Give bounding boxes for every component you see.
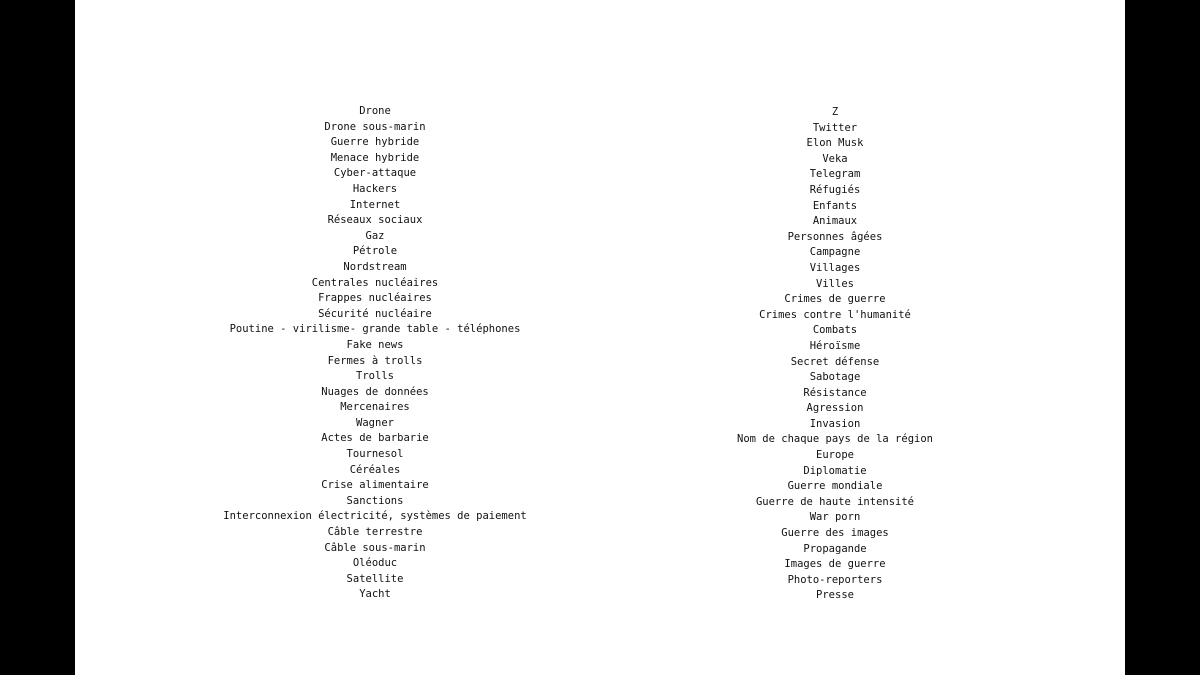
list-item: Câble terrestre — [327, 526, 423, 539]
list-item: Guerre hybride — [330, 136, 420, 149]
list-item: Réfugiés — [809, 183, 861, 196]
list-item: Hackers — [352, 182, 398, 195]
page — [75, 0, 1125, 675]
list-item: Guerre mondiale — [787, 480, 883, 493]
list-item: Nuages de données — [321, 385, 429, 398]
list-item: War porn — [809, 511, 861, 524]
list-item: Nordstream — [343, 260, 407, 273]
list-item: Wagner — [356, 416, 394, 429]
list-item: Europe — [816, 449, 854, 462]
list-item: Réseaux sociaux — [327, 214, 423, 227]
list-item: Veka — [822, 152, 848, 165]
list-item: Propagande — [803, 542, 867, 555]
list-item: Fake news — [346, 338, 404, 351]
list-item: Menace hybride — [330, 151, 420, 164]
list-item: Gaz — [365, 229, 385, 242]
list-item: Twitter — [812, 121, 858, 134]
list-item: Trolls — [356, 370, 394, 383]
list-item: Pétrole — [352, 245, 398, 258]
list-item: Elon Musk — [806, 137, 864, 150]
list-item: Villages — [809, 261, 861, 274]
list-item: Personnes âgées — [787, 230, 883, 243]
list-item: Sabotage — [809, 371, 861, 384]
list-item: Frappes nucléaires — [318, 292, 432, 305]
list-item: Crimes contre l'humanité — [759, 308, 911, 321]
list-item: Guerre de haute intensité — [755, 495, 915, 508]
list-item: Drone sous-marin — [324, 120, 426, 133]
list-item: Crise alimentaire — [321, 479, 429, 492]
right-word-list — [635, 105, 1035, 604]
list-item: Interconnexion électricité, systèmes de paiement — [223, 510, 527, 523]
list-item: Secret défense — [790, 355, 880, 368]
list-item: Agression — [806, 402, 864, 415]
list-item: Poutine - virilisme- grande table - téléphones — [229, 323, 521, 336]
list-item: Héroïsme — [809, 339, 861, 352]
list-item: Photo-reporters — [787, 573, 883, 586]
left-word-list — [175, 104, 575, 603]
list-item: Enfants — [812, 199, 858, 212]
list-item: Drone — [359, 105, 391, 117]
list-item: Mercenaires — [340, 401, 410, 414]
list-item: Diplomatie — [803, 464, 867, 477]
list-item: Invasion — [809, 417, 861, 430]
list-item: Tournesol — [346, 448, 404, 461]
list-item: Nom de chaque pays de la région — [737, 433, 933, 446]
list-item: Cyber-attaque — [333, 167, 417, 180]
list-item: Guerre des images — [781, 527, 889, 540]
list-item: Telegram — [809, 168, 861, 181]
list-item: Villes — [816, 277, 854, 290]
list-item: Crimes de guerre — [784, 293, 886, 306]
list-item: Animaux — [812, 215, 858, 228]
list-item: Oléoduc — [352, 557, 398, 570]
list-item: Centrales nucléaires — [311, 276, 439, 289]
list-item: Sécurité nucléaire — [318, 307, 432, 320]
list-item: Sanctions — [346, 494, 404, 507]
list-item: Presse — [816, 589, 854, 602]
list-item: Satellite — [346, 572, 404, 585]
list-item: Actes de barbarie — [321, 432, 429, 445]
list-item: Images de guerre — [784, 558, 886, 571]
list-item: Internet — [349, 198, 401, 211]
list-item: Campagne — [809, 246, 861, 259]
list-item: Résistance — [803, 386, 867, 399]
list-item: Combats — [812, 324, 858, 337]
list-item: Z — [831, 106, 839, 118]
list-item: Câble sous-marin — [324, 541, 426, 554]
list-item: Céréales — [349, 463, 401, 476]
list-item: Fermes à trolls — [327, 354, 423, 367]
list-item: Yacht — [359, 588, 391, 601]
